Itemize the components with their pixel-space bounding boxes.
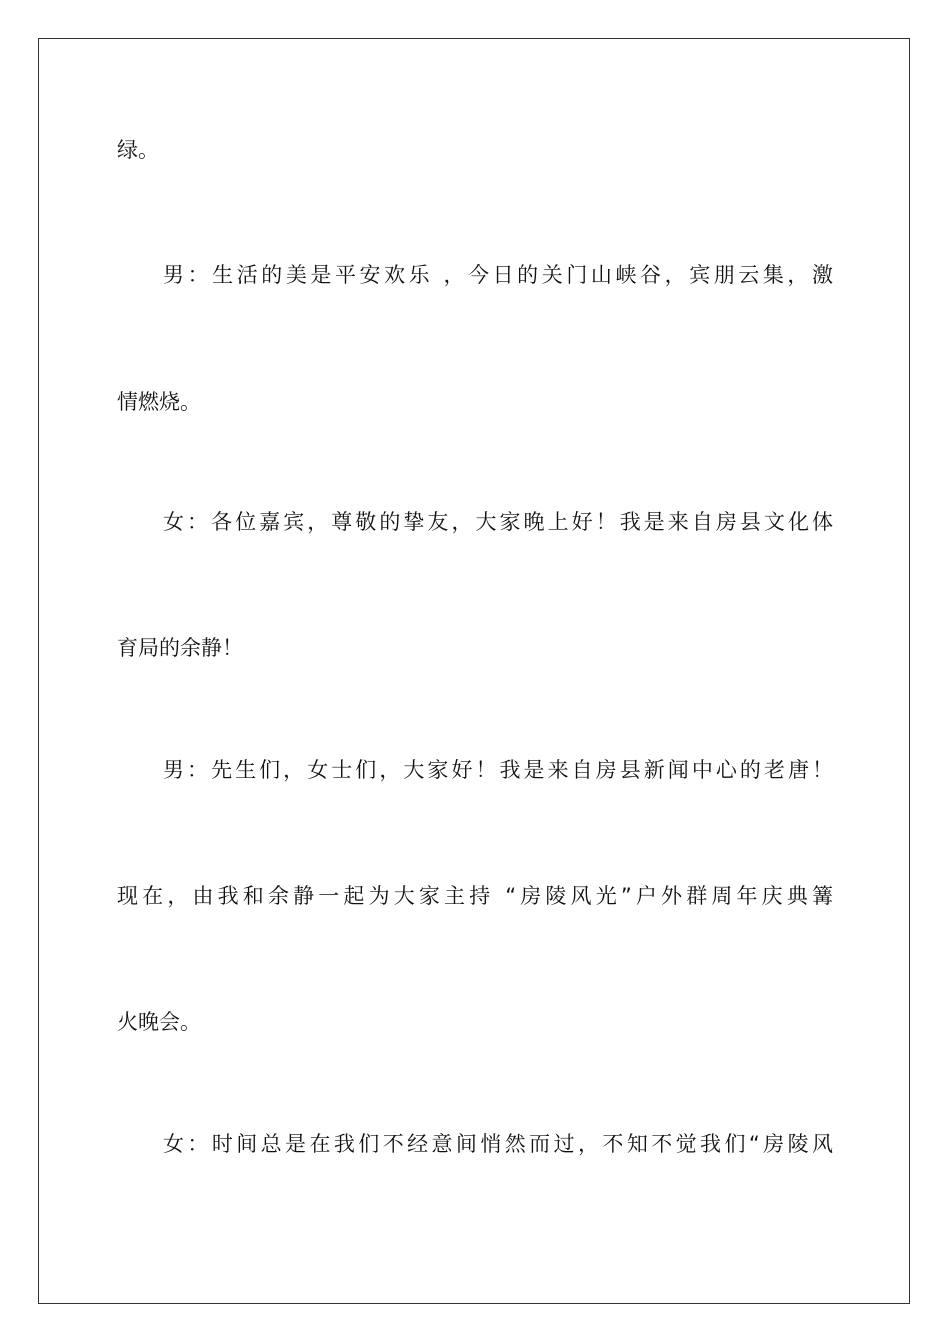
text-line: 育局的余静！	[117, 636, 243, 660]
text-line: 男：生活的美是平安欢乐 ，今日的关门山峡谷，宾朋云集，激	[163, 263, 833, 287]
text-line: 绿。	[117, 138, 159, 162]
text-line: 情燃烧。	[117, 390, 201, 414]
text-line: 现在，由我和余静一起为大家主持 “房陵风光”户外群周年庆典篝	[117, 884, 833, 908]
text-line: 男：先生们，女士们，大家好！我是来自房县新闻中心的老唐！	[163, 758, 833, 782]
text-line: 女：时间总是在我们不经意间悄然而过，不知不觉我们“房陵风	[163, 1132, 833, 1156]
text-line: 火晚会。	[117, 1010, 201, 1034]
text-line: 女：各位嘉宾，尊敬的挚友，大家晚上好！我是来自房县文化体	[163, 510, 833, 534]
page-border	[38, 38, 910, 1304]
